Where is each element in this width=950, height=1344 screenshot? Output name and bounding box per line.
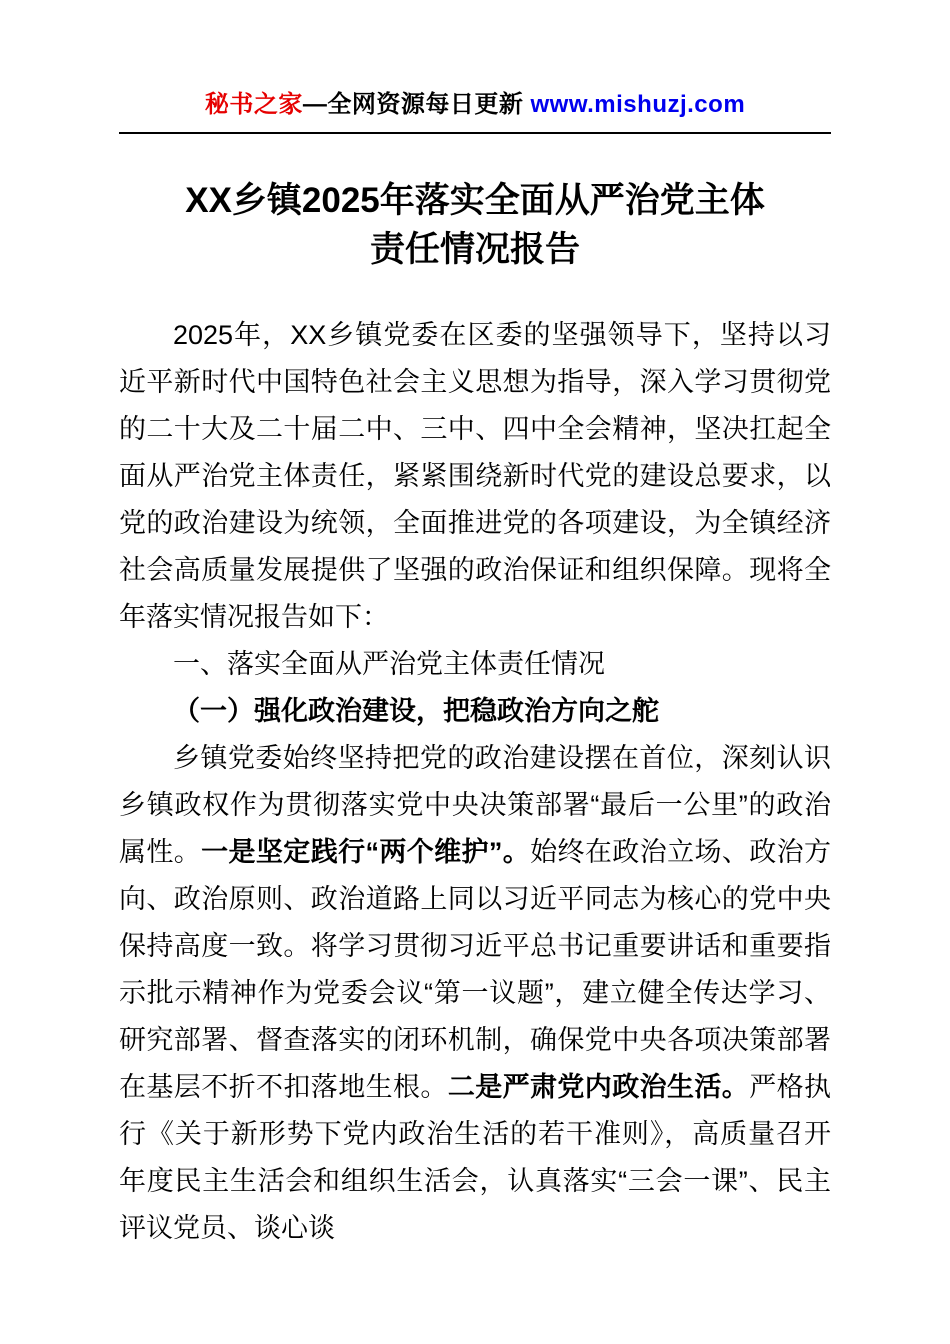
paragraph-political-construction	[119, 735, 831, 1252]
text-segment: 乡镇党委始终坚持把党的政治建设摆在首位，深刻认识乡镇政权作为贯彻落实党中央决策部署“最后一公里”的政治属性。	[119, 743, 831, 867]
site-tagline: —全网资源每日更新	[302, 91, 531, 118]
subsection-heading-1-1: （一）强化政治建设，把稳政治方向之舵	[173, 696, 659, 726]
document-title-line-1: XX乡镇2025年落实全面从严治党主体	[185, 181, 765, 220]
paragraph-introduction: 2025年，XX乡镇党委在区委的坚强领导下，坚持以习近平新时代中国特色社会主义思想为指导，深入学习贯彻党的二十大及二十届二中、三中、四中全会精神，坚决扛起全面从严治党主体责任，紧紧围绕新时代党的建设总要求，以党的政治建设为统领，全面推进党的各项建设，为全镇经济社会高质量发展提供了坚强的政治保证和组织保障。现将全年落实情况报告如下：	[119, 320, 831, 632]
text-segment-bold-first-point: 一是坚定践行“两个维护”。	[201, 837, 531, 867]
text-segment-bold-second-point: 二是严肃党内政治生活。	[447, 1072, 750, 1102]
document-body	[119, 312, 831, 1252]
site-header	[119, 84, 831, 134]
document-title	[119, 176, 831, 274]
section-heading-1: 一、落实全面从严治党主体责任情况	[173, 649, 605, 679]
site-url-link[interactable]: www.mishuzj.com	[530, 91, 746, 118]
text-segment: 始终在政治立场、政治方向、政治原则、政治道路上同以习近平同志为核心的党中央保持高度一致。将学习贯彻习近平总书记重要讲话和重要指示批示精神作为党委会议“第一议题”，建立健全传达学习、研究部署、督查落实的闭环机制，确保党中央各项决策部署在基层不折不扣落地生根。	[119, 837, 832, 1102]
text-segment: 严格执行《关于新形势下党内政治生活的若干准则》，高质量召开年度民主生活会和组织生活会，认真落实“三会一课”、民主评议党员、谈心谈	[119, 1072, 832, 1243]
site-name: 秘书之家	[204, 91, 303, 118]
document-title-line-2: 责任情况报告	[369, 230, 580, 269]
